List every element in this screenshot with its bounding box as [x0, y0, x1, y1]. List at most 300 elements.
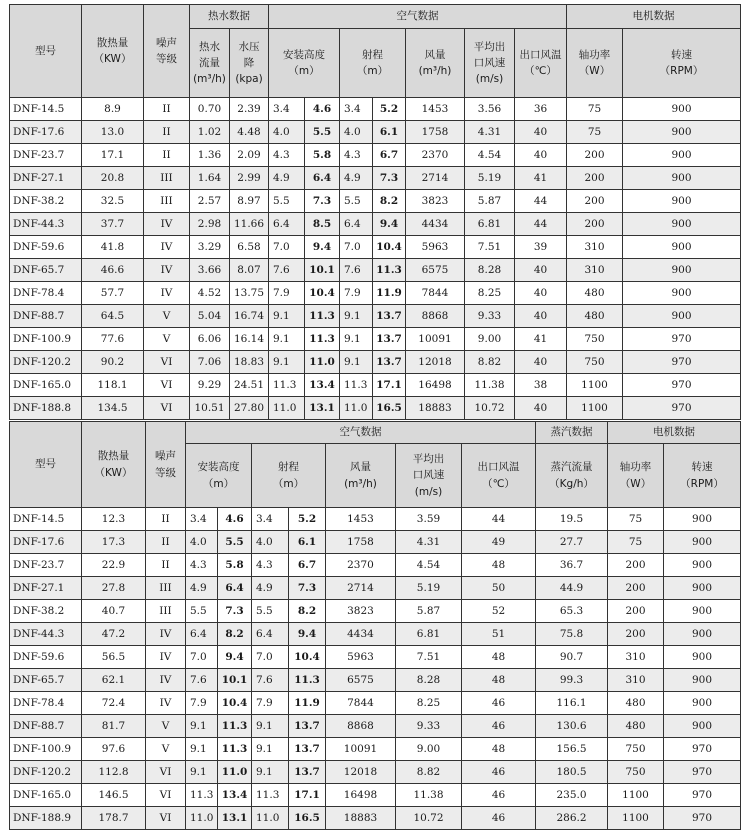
table-cell: 6575 [326, 669, 396, 692]
table-cell: III [146, 577, 186, 600]
model-cell: DNF-78.4 [10, 692, 82, 715]
table-cell: 2.99 [230, 167, 269, 190]
table-cell: 10.4 [373, 236, 406, 259]
table-cell: 16.5 [289, 807, 326, 830]
table-cell: 12018 [326, 761, 396, 784]
table-cell: 40 [515, 259, 567, 282]
col-airflow: 风量 (m³/h) [406, 29, 465, 98]
table-cell: 2370 [406, 144, 465, 167]
table-cell: 7.51 [396, 646, 462, 669]
table-cell: 27.8 [82, 577, 146, 600]
table-cell: 9.4 [289, 623, 326, 646]
table-cell: 11.0 [269, 397, 305, 420]
table-cell: 3.29 [190, 236, 230, 259]
table-cell: 11.3 [373, 259, 406, 282]
table-cell: 50 [462, 577, 536, 600]
table-cell: 64.5 [82, 305, 144, 328]
table-cell: 17.1 [373, 374, 406, 397]
table-cell: 178.7 [82, 807, 146, 830]
table-cell: II [146, 508, 186, 531]
table-cell: 62.1 [82, 669, 146, 692]
table-cell: 6575 [406, 259, 465, 282]
table-cell: II [146, 531, 186, 554]
col-install-height: 安装高度 （m） [269, 29, 340, 98]
col-speed: 转速 （RPM） [623, 29, 741, 98]
table-cell: 8.2 [289, 600, 326, 623]
table-cell: 7.6 [186, 669, 218, 692]
table-cell: 57.7 [82, 282, 144, 305]
table-cell: 6.1 [373, 121, 406, 144]
steam-spec-table [9, 421, 741, 830]
table-cell: 8.07 [230, 259, 269, 282]
col-heat: 散热量 （KW） [82, 5, 144, 98]
table-cell: 4.54 [396, 554, 462, 577]
table-cell: 24.51 [230, 374, 269, 397]
table-cell: 900 [623, 282, 741, 305]
table-cell: 10.4 [289, 646, 326, 669]
table-cell: 47.2 [82, 623, 146, 646]
table-cell: 9.1 [252, 738, 289, 761]
table-cell: 3.4 [269, 98, 305, 121]
table-cell: 1453 [406, 98, 465, 121]
table-cell: 41 [515, 167, 567, 190]
table-cell: III [144, 167, 190, 190]
table-cell: 180.5 [536, 761, 608, 784]
table-cell: IV [144, 282, 190, 305]
table-cell: 7.6 [340, 259, 373, 282]
table-cell: 75 [567, 121, 623, 144]
table-cell: 112.8 [82, 761, 146, 784]
col-water-flow: 热水 流量 (m³/h) [190, 29, 230, 98]
group-motor: 电机数据 [567, 5, 741, 29]
table-cell: 200 [608, 554, 664, 577]
table-cell: 970 [664, 738, 741, 761]
table-cell: 17.3 [82, 531, 146, 554]
table-cell: 146.5 [82, 784, 146, 807]
table-cell: 40 [515, 144, 567, 167]
table-cell: 970 [664, 784, 741, 807]
table-cell: 900 [623, 259, 741, 282]
col-avg-outlet-speed: 平均出 口风速 (m/s) [396, 444, 462, 508]
table-cell: 11.66 [230, 213, 269, 236]
table-cell: 1.02 [190, 121, 230, 144]
table-cell: 5.8 [218, 554, 252, 577]
table-cell: 7.9 [269, 282, 305, 305]
table-cell: 5.5 [218, 531, 252, 554]
table-cell: 36 [515, 98, 567, 121]
table-cell: 7.9 [186, 692, 218, 715]
table-cell: 7.6 [269, 259, 305, 282]
table-row [10, 807, 741, 830]
table-cell: 4.9 [269, 167, 305, 190]
table-row [10, 692, 741, 715]
table-cell: 900 [623, 98, 741, 121]
table-cell: 11.38 [465, 374, 515, 397]
table-row [10, 508, 741, 531]
col-shaft-power: 轴功率 （W） [567, 29, 623, 98]
table-cell: 10.72 [396, 807, 462, 830]
table-cell: 8.82 [396, 761, 462, 784]
table-cell: 16.5 [373, 397, 406, 420]
col-throw: 射程 （m） [252, 444, 326, 508]
col-shaft-power: 轴功率 （W） [608, 444, 664, 508]
table-cell: 11.3 [269, 374, 305, 397]
table-cell: 7.3 [373, 167, 406, 190]
table-cell: 65.3 [536, 600, 608, 623]
col-avg-outlet-speed: 平均出 口风速 (m/s) [465, 29, 515, 98]
table-cell: 4.3 [252, 554, 289, 577]
table-cell: 7.06 [190, 351, 230, 374]
table-row [10, 577, 741, 600]
table-cell: 18883 [406, 397, 465, 420]
table-cell: 1.36 [190, 144, 230, 167]
table-cell: VI [146, 761, 186, 784]
table-row [10, 669, 741, 692]
table-cell: 51 [462, 623, 536, 646]
table-cell: 900 [623, 236, 741, 259]
table-cell: 3.56 [465, 98, 515, 121]
col-model: 型号 [10, 5, 82, 98]
table-cell: 13.75 [230, 282, 269, 305]
table-cell: 4.9 [186, 577, 218, 600]
table-cell: 0.70 [190, 98, 230, 121]
table-cell: 3823 [326, 600, 396, 623]
model-cell: DNF-188.9 [10, 807, 82, 830]
table-cell: 11.9 [373, 282, 406, 305]
table-row [10, 397, 741, 420]
table-cell: 11.3 [289, 669, 326, 692]
table-cell: 90.2 [82, 351, 144, 374]
table-cell: 8.28 [465, 259, 515, 282]
table-cell: 72.4 [82, 692, 146, 715]
table-cell: 7.3 [218, 600, 252, 623]
table-cell: 13.4 [218, 784, 252, 807]
table-cell: 7.51 [465, 236, 515, 259]
table-cell: 200 [608, 600, 664, 623]
table-cell: 13.7 [373, 328, 406, 351]
table-cell: 46 [462, 761, 536, 784]
table-cell: 3.4 [252, 508, 289, 531]
table-cell: 40 [515, 121, 567, 144]
col-outlet-temp: 出口风温 （℃） [515, 29, 567, 98]
model-cell: DNF-59.6 [10, 646, 82, 669]
table-cell: 9.4 [373, 213, 406, 236]
table-cell: 900 [664, 554, 741, 577]
table-cell: 2.09 [230, 144, 269, 167]
col-steam-flow: 蒸汽流量 （Kg/h） [536, 444, 608, 508]
table-cell: 9.4 [305, 236, 340, 259]
table-cell: 6.4 [218, 577, 252, 600]
table-cell: 52 [462, 600, 536, 623]
table-cell: 900 [623, 167, 741, 190]
table-cell: 200 [567, 144, 623, 167]
table-row [10, 305, 741, 328]
table-cell: 900 [664, 577, 741, 600]
table-cell: 37.7 [82, 213, 144, 236]
table-cell: 11.3 [252, 784, 289, 807]
table-cell: 9.1 [269, 328, 305, 351]
table-cell: 200 [567, 190, 623, 213]
table-cell: 9.1 [340, 328, 373, 351]
col-pressure-drop: 水压 降 (kpa) [230, 29, 269, 98]
table-cell: 1100 [608, 784, 664, 807]
table-cell: 118.1 [82, 374, 144, 397]
table-cell: 4.9 [340, 167, 373, 190]
table-cell: 49 [462, 531, 536, 554]
group-air: 空气数据 [269, 5, 567, 29]
table-cell: 11.3 [305, 328, 340, 351]
table-cell: 56.5 [82, 646, 146, 669]
table-cell: 9.1 [269, 351, 305, 374]
table-cell: 11.3 [218, 738, 252, 761]
table-cell: 970 [623, 374, 741, 397]
table-row [10, 623, 741, 646]
table-cell: IV [146, 692, 186, 715]
table-cell: 5.19 [396, 577, 462, 600]
table-cell: 6.4 [305, 167, 340, 190]
table-cell: 75 [567, 98, 623, 121]
table-cell: 7.0 [252, 646, 289, 669]
table-cell: 5.5 [252, 600, 289, 623]
table-row [10, 374, 741, 397]
table-cell: 77.6 [82, 328, 144, 351]
group-steam: 蒸汽数据 [536, 422, 608, 444]
table-cell: 6.7 [373, 144, 406, 167]
table-cell: 11.0 [252, 807, 289, 830]
table-cell: 5.5 [305, 121, 340, 144]
table-cell: 19.5 [536, 508, 608, 531]
table-cell: 11.3 [305, 305, 340, 328]
table-row [10, 282, 741, 305]
table-cell: 9.1 [340, 305, 373, 328]
table-cell: 5963 [326, 646, 396, 669]
table-cell: 41.8 [82, 236, 144, 259]
table-cell: 75 [608, 508, 664, 531]
col-noise: 噪声 等级 [146, 422, 186, 508]
table-cell: 13.7 [289, 738, 326, 761]
table-cell: 4.0 [269, 121, 305, 144]
table-cell: 750 [567, 351, 623, 374]
table-cell: 18883 [326, 807, 396, 830]
table-cell: 7.9 [340, 282, 373, 305]
table-cell: 3823 [406, 190, 465, 213]
table-cell: 134.5 [82, 397, 144, 420]
table-cell: 900 [623, 213, 741, 236]
table-cell: 900 [664, 508, 741, 531]
model-cell: DNF-17.6 [10, 531, 82, 554]
table-cell: 900 [623, 121, 741, 144]
table-cell: 2370 [326, 554, 396, 577]
table-cell: 4.31 [396, 531, 462, 554]
table-cell: 9.4 [218, 646, 252, 669]
model-cell: DNF-38.2 [10, 600, 82, 623]
table-cell: 5.19 [465, 167, 515, 190]
table-cell: 310 [608, 669, 664, 692]
table-cell: 8.82 [465, 351, 515, 374]
table-cell: 8868 [326, 715, 396, 738]
table-cell: 6.58 [230, 236, 269, 259]
table-cell: 1758 [326, 531, 396, 554]
table-cell: 480 [567, 282, 623, 305]
table-cell: 4.48 [230, 121, 269, 144]
table-cell: 11.0 [218, 761, 252, 784]
table-cell: 900 [664, 646, 741, 669]
table-cell: 310 [567, 236, 623, 259]
model-cell: DNF-120.2 [10, 351, 82, 374]
col-outlet-temp: 出口风温 （℃） [462, 444, 536, 508]
table-cell: 8.9 [82, 98, 144, 121]
table-cell: 7.9 [252, 692, 289, 715]
table-cell: 39 [515, 236, 567, 259]
table-cell: 8.5 [305, 213, 340, 236]
table-cell: 750 [608, 761, 664, 784]
table-cell: 46 [462, 784, 536, 807]
col-heat: 散热量 （KW） [82, 422, 146, 508]
table-cell: 2714 [326, 577, 396, 600]
table-cell: 480 [608, 692, 664, 715]
table-cell: 75.8 [536, 623, 608, 646]
table-cell: 8.2 [373, 190, 406, 213]
table-cell: 10.72 [465, 397, 515, 420]
table-cell: 13.1 [305, 397, 340, 420]
table-row [10, 328, 741, 351]
table-cell: 75 [608, 531, 664, 554]
table-row [10, 784, 741, 807]
table-cell: V [146, 738, 186, 761]
table-cell: 900 [623, 190, 741, 213]
table-cell: 4.3 [186, 554, 218, 577]
table-cell: 5.8 [305, 144, 340, 167]
col-speed: 转速 （RPM） [664, 444, 741, 508]
table-cell: 13.0 [82, 121, 144, 144]
table-cell: 5.5 [340, 190, 373, 213]
table-cell: 11.9 [289, 692, 326, 715]
col-install-height: 安装高度 （m） [186, 444, 252, 508]
table-cell: 4.52 [190, 282, 230, 305]
table-cell: 8.97 [230, 190, 269, 213]
table-cell: 4434 [406, 213, 465, 236]
table-cell: 27.80 [230, 397, 269, 420]
table-cell: 1100 [567, 374, 623, 397]
table-cell: 4.31 [465, 121, 515, 144]
table-cell: 4.0 [186, 531, 218, 554]
table-cell: 750 [608, 738, 664, 761]
model-cell: DNF-44.3 [10, 623, 82, 646]
table-cell: 7844 [406, 282, 465, 305]
table-row [10, 98, 741, 121]
table-cell: 10091 [406, 328, 465, 351]
table-cell: VI [146, 807, 186, 830]
model-cell: DNF-14.5 [10, 98, 82, 121]
table-cell: 13.4 [305, 374, 340, 397]
table-cell: IV [144, 259, 190, 282]
table-cell: 38 [515, 374, 567, 397]
table-cell: 10091 [326, 738, 396, 761]
table-cell: 46 [462, 692, 536, 715]
table-cell: 40 [515, 282, 567, 305]
table-cell: 8.28 [396, 669, 462, 692]
table-cell: 13.7 [289, 761, 326, 784]
table-cell: 8868 [406, 305, 465, 328]
table-cell: 970 [623, 328, 741, 351]
table-cell: 48 [462, 554, 536, 577]
table-cell: 17.1 [289, 784, 326, 807]
model-cell: DNF-100.9 [10, 328, 82, 351]
col-noise: 噪声 等级 [144, 5, 190, 98]
table-cell: 16.74 [230, 305, 269, 328]
table-cell: 9.1 [186, 715, 218, 738]
table-cell: 18.83 [230, 351, 269, 374]
table-cell: II [144, 98, 190, 121]
table-row [10, 531, 741, 554]
table-cell: 10.4 [305, 282, 340, 305]
table-cell: 11.0 [186, 807, 218, 830]
table-cell: 7.0 [269, 236, 305, 259]
table-cell: 81.7 [82, 715, 146, 738]
table-cell: 9.1 [186, 738, 218, 761]
table-cell: 6.81 [465, 213, 515, 236]
table-cell: 900 [664, 669, 741, 692]
table-row [10, 167, 741, 190]
col-model: 型号 [10, 422, 82, 508]
table-row [10, 715, 741, 738]
table-cell: II [144, 121, 190, 144]
model-cell: DNF-188.8 [10, 397, 82, 420]
table-cell: IV [146, 669, 186, 692]
table-cell: 16.14 [230, 328, 269, 351]
table-cell: 5.2 [289, 508, 326, 531]
model-cell: DNF-38.2 [10, 190, 82, 213]
group-air: 空气数据 [186, 422, 536, 444]
table-cell: 2.39 [230, 98, 269, 121]
table-cell: 9.00 [465, 328, 515, 351]
table-cell: 2.57 [190, 190, 230, 213]
table-cell: 7.3 [305, 190, 340, 213]
table-cell: 5963 [406, 236, 465, 259]
table-cell: 4.3 [340, 144, 373, 167]
table-cell: 32.5 [82, 190, 144, 213]
table-cell: 11.0 [340, 397, 373, 420]
table-cell: V [146, 715, 186, 738]
table-cell: 11.3 [186, 784, 218, 807]
table-row [10, 646, 741, 669]
table-cell: 4.6 [305, 98, 340, 121]
table-cell: 44 [462, 508, 536, 531]
table-cell: 130.6 [536, 715, 608, 738]
table-cell: 8.25 [396, 692, 462, 715]
table-cell: 9.1 [252, 715, 289, 738]
table-cell: 46 [462, 715, 536, 738]
model-cell: DNF-23.7 [10, 144, 82, 167]
table-cell: 9.33 [396, 715, 462, 738]
model-cell: DNF-17.6 [10, 121, 82, 144]
table-cell: 4.0 [252, 531, 289, 554]
table-cell: V [144, 305, 190, 328]
table-cell: 1758 [406, 121, 465, 144]
table-cell: VI [144, 397, 190, 420]
table-cell: 2714 [406, 167, 465, 190]
table-cell: 970 [664, 807, 741, 830]
table-cell: 200 [567, 167, 623, 190]
table-cell: 6.1 [289, 531, 326, 554]
table-cell: 900 [664, 692, 741, 715]
table-cell: 40 [515, 305, 567, 328]
table-row [10, 213, 741, 236]
table-cell: 10.51 [190, 397, 230, 420]
table-cell: 12018 [406, 351, 465, 374]
table-cell: 10.1 [218, 669, 252, 692]
table-cell: 3.4 [186, 508, 218, 531]
